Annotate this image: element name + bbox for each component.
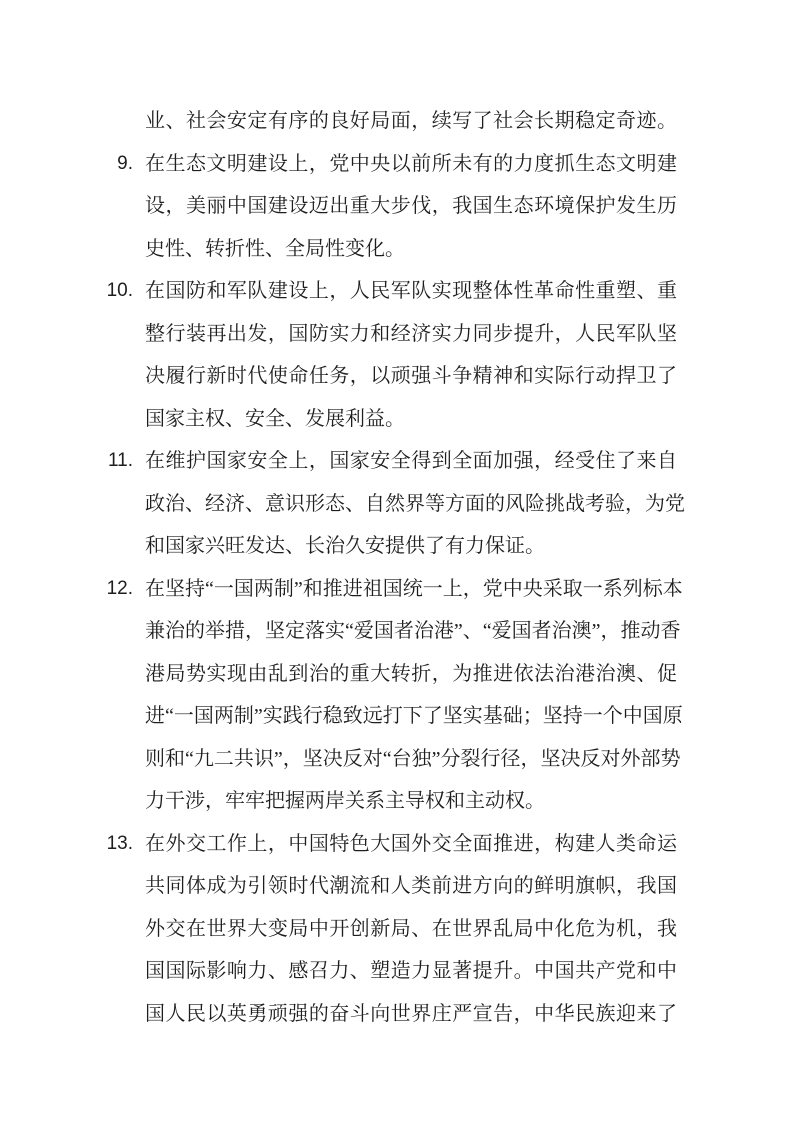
document-content <box>106 100 685 1035</box>
list-item-10 <box>106 270 677 440</box>
text-line: 和国家兴旺发达、长治久安提供了有力保证。 <box>145 535 545 557</box>
text-line: 国家主权、安全、发展利益。 <box>145 407 405 430</box>
text-line: 外交在世界大变局中开创新局、在世界乱局中化危为机，我 <box>145 917 677 940</box>
list-number: 13. <box>106 832 133 854</box>
text-line: 共同体成为引领时代潮流和人类前进方向的鲜明旗帜，我国 <box>145 875 677 897</box>
list-item-12 <box>106 568 683 823</box>
list-item-9 <box>117 143 677 271</box>
text-line: 设，美丽中国建设迈出重大步伐，我国生态环境保护发生历 <box>145 195 677 217</box>
text-line: 国国际影响力、感召力、塑造力显著提升。中国共产党和中 <box>145 960 677 982</box>
text-line: 政治、经济、意识形态、自然界等方面的风险挑战考验，为党 <box>145 492 685 515</box>
list-item-11 <box>107 440 685 568</box>
list-item-13 <box>106 823 677 1036</box>
text-line: 在坚持“一国两制”和推进祖国统一上，党中央采取一系列标本 <box>145 577 683 600</box>
list-number: 11. <box>107 450 133 471</box>
text-line: 则和“九二共识”，坚决反对“台独”分裂行径，坚决反对外部势 <box>145 747 681 770</box>
list-number: 9. <box>117 152 133 174</box>
text-line: 在维护国家安全上，国家安全得到全面加强，经受住了来自 <box>145 450 677 472</box>
text-line: 业、社会安定有序的良好局面，续写了社会长期稳定奇迹。 <box>145 110 677 132</box>
text-line: 兼治的举措，坚定落实“爱国者治港”、“爱国者治澳”，推动香 <box>145 620 681 642</box>
text-line: 在外交工作上，中国特色大国外交全面推进，构建人类命运 <box>145 832 677 855</box>
text-line: 决履行新时代使命任务，以顽强斗争精神和实际行动捍卫了 <box>145 365 677 387</box>
list-number: 10. <box>106 280 133 301</box>
list-number: 12. <box>106 577 133 599</box>
text-line: 力干涉，牢牢把握两岸关系主导权和主动权。 <box>145 790 545 812</box>
text-line: 在国防和军队建设上，人民军队实现整体性革命性重塑、重 <box>145 280 677 302</box>
text-line: 史性、转折性、全局性变化。 <box>145 237 405 260</box>
text-line: 港局势实现由乱到治的重大转折，为推进依法治港治澳、促 <box>145 662 677 685</box>
text-line: 在生态文明建设上，党中央以前所未有的力度抓生态文明建 <box>145 152 677 175</box>
text-line: 整行装再出发，国防实力和经济实力同步提升，人民军队坚 <box>145 322 677 345</box>
text-line: 进“一国两制”实践行稳致远打下了坚实基础；坚持一个中国原 <box>145 705 683 727</box>
text-line: 国人民以英勇顽强的奋斗向世界庄严宣告，中华民族迎来了 <box>145 1002 677 1025</box>
paragraph-continuation <box>145 100 677 143</box>
